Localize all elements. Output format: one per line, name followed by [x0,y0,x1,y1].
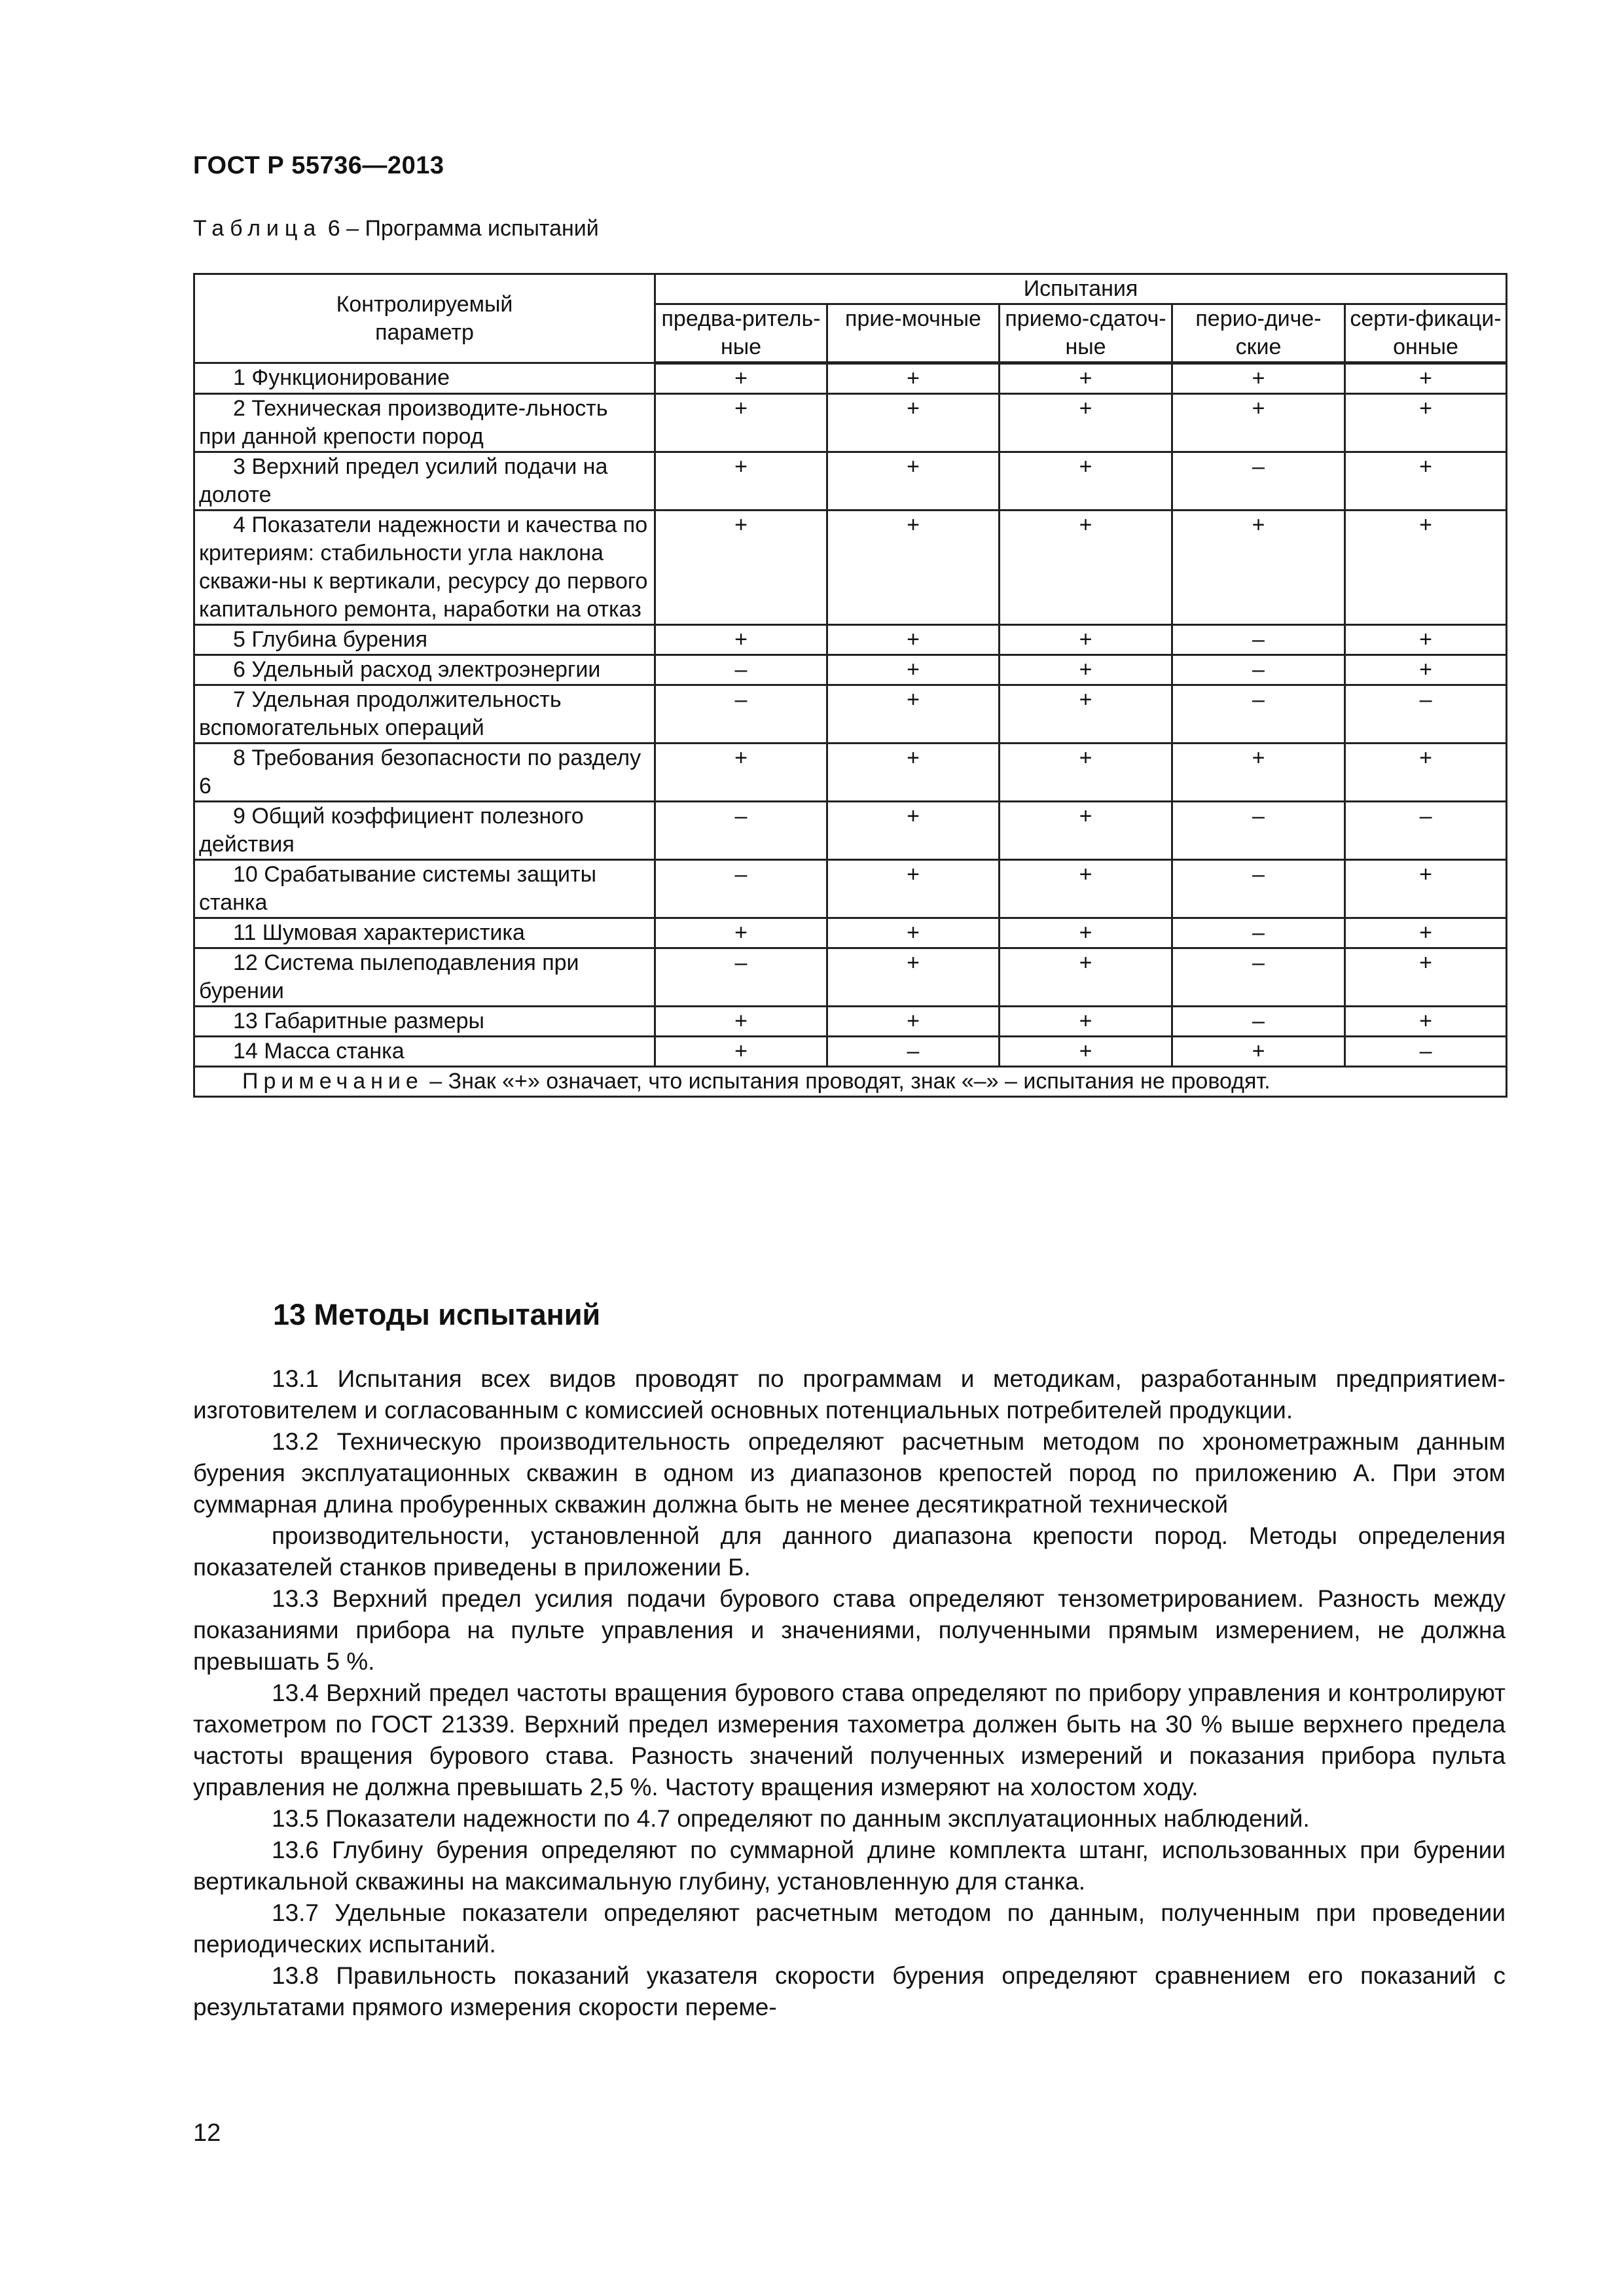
mark-cell: + [827,625,1000,655]
table-row [194,655,1507,685]
mark-cell: + [1000,685,1172,744]
mark-cell: – [1345,685,1507,744]
table-row [194,860,1507,918]
mark-cell: + [1000,625,1172,655]
param-cell: 2 Техническая производите-льность при данной крепости пород [194,394,655,452]
table-row [194,685,1507,744]
mark-cell: + [827,394,1000,452]
mark-cell: + [827,1007,1000,1037]
table-row [194,363,1507,394]
mark-cell: – [1172,948,1345,1007]
paragraph: производительности, установленной для данного диапазона крепости пород. Методы определения показателей станков приведены в приложении Б. [193,1522,1506,1581]
mark-cell: – [1172,452,1345,511]
mark-cell: + [1000,802,1172,860]
mark-cell: + [827,860,1000,918]
mark-cell: + [827,511,1000,625]
mark-cell: + [655,511,827,625]
paragraph: 13.1 Испытания всех видов проводят по программам и методикам, разработанным предприятием-изготовителем и согласованным с комиссией основных потенциальных потребителей продукции. [193,1365,1506,1424]
mark-cell: + [1345,655,1507,685]
mark-cell: + [1000,948,1172,1007]
param-cell: 8 Требования безопасности по разделу 6 [194,744,655,802]
paragraph: 13.8 Правильность показаний указателя скорости бурения определяют сравнением его показаний с результатами прямого измерения скорости переме- [193,1962,1506,2020]
mark-cell: + [1345,918,1507,948]
mark-cell: + [1172,363,1345,394]
mark-cell: + [1172,394,1345,452]
mark-cell: + [655,394,827,452]
mark-cell: + [827,744,1000,802]
mark-cell: + [1345,511,1507,625]
mark-cell: + [1345,860,1507,918]
page-number: 12 [193,2119,221,2147]
mark-cell: + [1345,452,1507,511]
mark-cell: + [1000,1007,1172,1037]
param-cell: 9 Общий коэффициент полезного действия [194,802,655,860]
table-row [194,394,1507,452]
mark-cell: + [1000,655,1172,685]
mark-cell: + [655,363,827,394]
table-row [194,625,1507,655]
mark-cell: – [1172,918,1345,948]
mark-cell: + [1345,1007,1507,1037]
table-caption [193,216,599,242]
mark-cell: + [1000,1037,1172,1067]
mark-cell: – [1345,1037,1507,1067]
mark-cell: + [1000,511,1172,625]
mark-cell: + [1345,625,1507,655]
mark-cell: + [1345,948,1507,1007]
param-cell: 1 Функционирование [194,363,655,394]
mark-cell: – [655,860,827,918]
param-cell: 5 Глубина бурения [194,625,655,655]
mark-cell: + [1172,1037,1345,1067]
mark-cell: + [1345,363,1507,394]
mark-cell: – [655,802,827,860]
table-caption-text: 6 – Программа испытаний [321,216,599,241]
column-header: перио-диче-ские [1172,304,1345,363]
table-caption-label: Таблица [193,216,322,241]
mark-cell: – [655,655,827,685]
paragraph: 13.2 Техническую производительность определяют расчетным методом по хронометражным данным бурения эксплуатационных скважин в одном из диапазонов крепостей пород по приложению А. При этом суммарная длина пробуренных скважин должна быть не менее десятикратной технической [193,1428,1506,1518]
mark-cell: + [827,452,1000,511]
column-header: серти-фикаци-онные [1345,304,1507,363]
paragraph: 13.7 Удельные показатели определяют расчетным методом по данным, полученным при проведении периодических испытаний. [193,1899,1506,1958]
mark-cell: + [1172,744,1345,802]
table-note-row [194,1067,1507,1097]
table-row [194,511,1507,625]
paragraph: 13.6 Глубину бурения определяют по суммарной длине комплекта штанг, использованных при бурении вертикальной скважины на максимальную глубину, установленную для станка. [193,1837,1506,1895]
mark-cell: + [655,744,827,802]
paragraph: 13.4 Верхний предел частоты вращения бурового става определяют по прибору управления и контролируют тахометром по ГОСТ 21339. Верхний предел измерения тахометра должен быть на 30 % выше верхнего предела частоты вращения бурового става. Разность значений полученных измерений и показания прибора пульта управления не должна превышать 2,5 %. Частоту вращения измеряют на холостом ходу. [193,1679,1506,1801]
mark-cell: + [827,685,1000,744]
param-cell: 12 Система пылеподавления при бурении [194,948,655,1007]
param-cell: 4 Показатели надежности и качества по критериям: стабильности угла наклона скважи-ны к вертикали, ресурсу до первого капитального ремонта, наработки на отказ [194,511,655,625]
tests-header: Испытания [655,274,1507,304]
column-header: предва-ритель-ные [655,304,827,363]
mark-cell: + [655,1037,827,1067]
mark-cell: + [655,1007,827,1037]
note-label: Примечание [242,1069,424,1094]
table-row [194,918,1507,948]
mark-cell: + [1345,744,1507,802]
column-header: прие-мочные [827,304,1000,363]
note-text: – Знак «+» означает, что испытания проводят, знак «–» – испытания не проводят. [423,1069,1271,1094]
mark-cell: + [1000,452,1172,511]
param-header: Контролируемый параметр [194,274,655,363]
mark-cell: + [655,918,827,948]
mark-cell: + [1000,394,1172,452]
mark-cell: – [1172,655,1345,685]
table-row [194,452,1507,511]
mark-cell: + [1000,918,1172,948]
mark-cell: + [1000,363,1172,394]
mark-cell: + [827,948,1000,1007]
mark-cell: – [827,1037,1000,1067]
mark-cell: + [1345,394,1507,452]
mark-cell: + [1000,744,1172,802]
param-cell: 14 Масса станка [194,1037,655,1067]
mark-cell: – [1345,802,1507,860]
table-row [194,744,1507,802]
column-header: приемо-сдаточ-ные [1000,304,1172,363]
mark-cell: + [655,625,827,655]
paragraph: 13.3 Верхний предел усилия подачи бурового става определяют тензометрированием. Разность между показаниями прибора на пульте управления и значениями, полученными прямым измерением, не должна превышать 5 %. [193,1585,1506,1675]
table-row [194,802,1507,860]
mark-cell: + [1172,511,1345,625]
table-row [194,948,1507,1007]
param-cell: 10 Срабатывание системы защиты станка [194,860,655,918]
param-cell: 6 Удельный расход электроэнергии [194,655,655,685]
param-cell: 7 Удельная продолжительность вспомогательных операций [194,685,655,744]
mark-cell: + [827,655,1000,685]
mark-cell: + [655,452,827,511]
param-cell: 3 Верхний предел усилий подачи на долоте [194,452,655,511]
param-cell: 13 Габаритные размеры [194,1007,655,1037]
mark-cell: + [827,802,1000,860]
document-code: ГОСТ Р 55736—2013 [193,152,444,179]
mark-cell: + [1000,860,1172,918]
mark-cell: + [827,918,1000,948]
mark-cell: – [655,948,827,1007]
mark-cell: – [655,685,827,744]
mark-cell: – [1172,685,1345,744]
section-body [193,1363,1506,2023]
section-title: 13 Методы испытаний [273,1298,601,1331]
table-row [194,1007,1507,1037]
test-program-table [193,273,1507,1098]
table-note [194,1067,1507,1097]
table-row [194,1037,1507,1067]
mark-cell: – [1172,860,1345,918]
mark-cell: + [827,363,1000,394]
mark-cell: – [1172,1007,1345,1037]
mark-cell: – [1172,625,1345,655]
mark-cell: – [1172,802,1345,860]
param-cell: 11 Шумовая характеристика [194,918,655,948]
paragraph: 13.5 Показатели надежности по 4.7 определяют по данным эксплуатационных наблюдений. [272,1805,1310,1832]
